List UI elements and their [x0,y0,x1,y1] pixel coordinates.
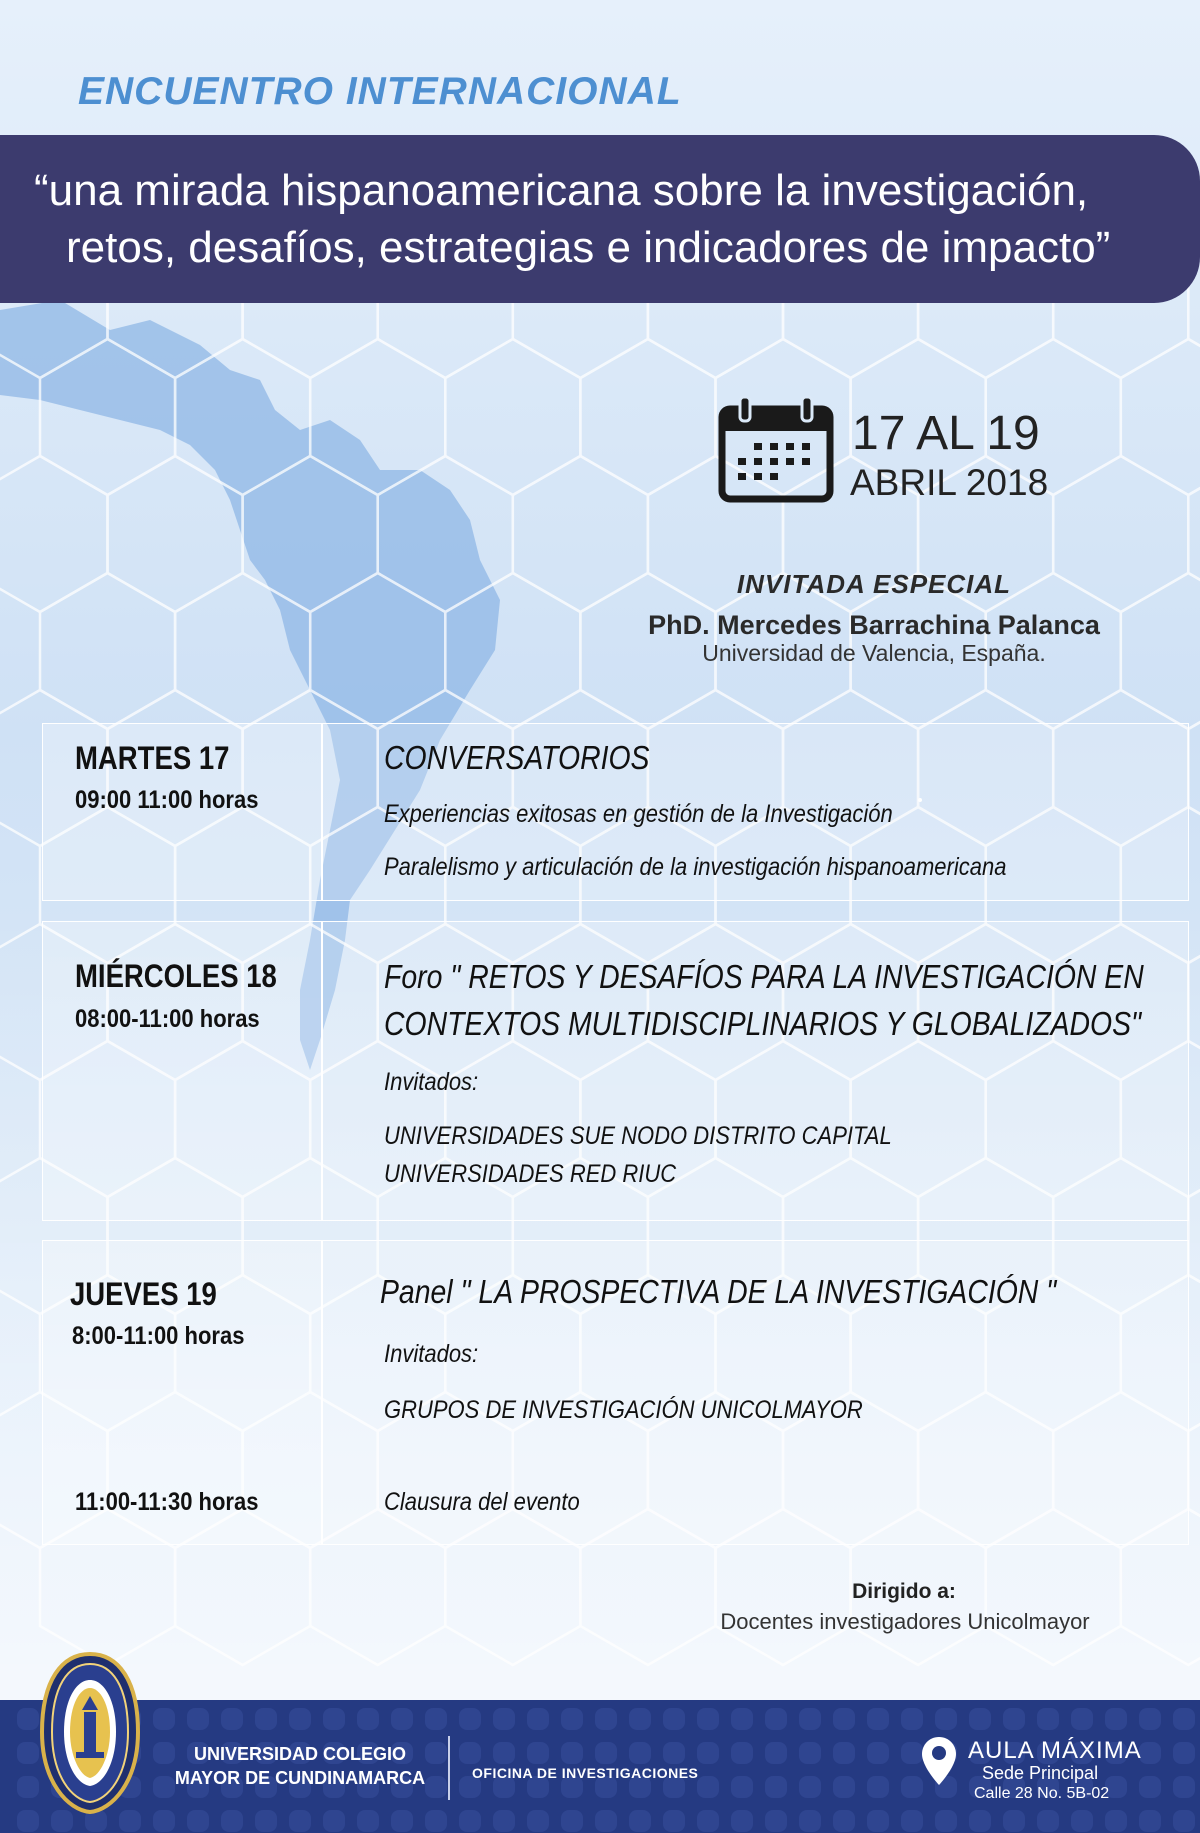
hexagon-decor [1121,339,1200,495]
footer-pattern-tile [527,1810,549,1832]
date-month-year: ABRIL 2018 [850,462,1049,503]
footer-pattern-tile [425,1810,447,1832]
footer-pattern-tile [1071,1708,1093,1730]
footer-pattern-tile [425,1708,447,1730]
schedule-day: MIÉRCOLES 18 [75,958,277,994]
footer-pattern-tile [629,1742,651,1764]
footer-pattern-tile [595,1810,617,1832]
schedule-guests-label: Invitados: [384,1068,479,1096]
schedule-item: UNIVERSIDADES SUE NODO DISTRITO CAPITAL [384,1122,892,1150]
schedule-day: JUEVES 19 [70,1276,217,1312]
footer-pattern-tile [833,1742,855,1764]
footer-pattern-tile [697,1776,719,1798]
schedule-heading-line-2: CONTEXTOS MULTIDISCIPLINARIOS Y GLOBALIZADOS" [384,1005,1142,1042]
schedule-item: GRUPOS DE INVESTIGACIÓN UNICOLMAYOR [384,1396,863,1424]
footer-pattern-tile [561,1708,583,1730]
schedule-time: 09:00 11:00 horas [75,786,259,814]
footer-pattern-tile [1037,1708,1059,1730]
hexagon-decor [445,339,580,495]
footer-pattern-tile [187,1810,209,1832]
hexagon-decor [0,456,108,612]
footer-pattern-tile [595,1742,617,1764]
footer-pattern-tile [493,1742,515,1764]
schedule-heading-line-1: Foro " RETOS Y DESAFÍOS PARA LA INVESTIGACIÓN EN [384,958,1144,995]
footer-pattern-tile [561,1742,583,1764]
schedule-time: 8:00-11:00 horas [72,1322,245,1350]
footer-pattern-tile [17,1708,39,1730]
footer-university-line-1: UNIVERSIDAD COLEGIO [193,1744,407,1764]
footer-pattern-tile [493,1810,515,1832]
footer-pattern-tile [731,1708,753,1730]
footer-pattern-tile [459,1810,481,1832]
footer-venue: AULA MÁXIMA [968,1737,1142,1764]
footer-divider [448,1736,450,1800]
footer-pattern-tile [969,1810,991,1832]
footer-venue-sub: Sede Principal [982,1763,1099,1783]
schedule-item: Paralelismo y articulación de la investigación hispanoamericana [384,853,1007,881]
footer-pattern-tile [799,1742,821,1764]
footer-pattern-tile [187,1708,209,1730]
footer-pattern-tile [731,1810,753,1832]
footer-pattern-tile [867,1708,889,1730]
footer-pattern-tile [1173,1708,1195,1730]
footer-pattern-tile [459,1742,481,1764]
footer-university-line-2: MAYOR DE CUNDINAMARCA [174,1768,426,1788]
footer-pattern-tile [17,1776,39,1798]
title-banner [0,135,1200,303]
footer-pattern-tile [17,1810,39,1832]
footer-pattern-tile [391,1810,413,1832]
footer-pattern-tile [765,1708,787,1730]
event-title-line-1: “una mirada hispanoamericana sobre la investigación, [34,166,1089,215]
footer-pattern-tile [867,1742,889,1764]
footer-pattern-tile [867,1776,889,1798]
schedule-item: UNIVERSIDADES RED RIUC [384,1160,677,1188]
footer-pattern-tile [833,1708,855,1730]
schedule-item: Experiencias exitosas en gestión de la Investigación [384,800,893,828]
footer-pattern-tile [289,1810,311,1832]
footer-pattern-tile [1139,1742,1161,1764]
footer-pattern-tile [1173,1810,1195,1832]
special-guest-institution: Universidad de Valencia, España. [702,640,1046,666]
footer-pattern-tile [1105,1810,1127,1832]
footer-pattern-tile [765,1776,787,1798]
audience-label: Dirigido a: [852,1580,956,1603]
university-seal-icon [40,1652,140,1814]
footer-pattern-tile [289,1708,311,1730]
footer-pattern-tile [493,1708,515,1730]
schedule-heading: CONVERSATORIOS [384,739,650,776]
event-kicker: ENCUENTRO INTERNACIONAL [78,70,682,113]
special-guest-label: INVITADA ESPECIAL [736,569,1012,599]
event-title-line-2: retos, desafíos, estrategias e indicadores de impacto” [66,223,1111,272]
footer-pattern-tile [901,1708,923,1730]
footer-venue-address: Calle 28 No. 5B-02 [974,1785,1110,1802]
footer-pattern-tile [629,1708,651,1730]
footer-pattern-tile [663,1742,685,1764]
footer-pattern-tile [799,1776,821,1798]
footer-pattern-tile [799,1810,821,1832]
footer-pattern-tile [391,1708,413,1730]
date-range: 17 AL 19 [852,407,1040,460]
footer-pattern-tile [595,1708,617,1730]
footer-pattern-tile [17,1742,39,1764]
footer-pattern-tile [153,1708,175,1730]
footer-pattern-tile [459,1708,481,1730]
footer-pattern-tile [663,1708,685,1730]
schedule-heading: Panel " LA PROSPECTIVA DE LA INVESTIGACIÓN " [380,1273,1057,1310]
hexagon-decor [1188,456,1200,612]
hexagon-decor [513,456,648,612]
footer-pattern-tile [731,1776,753,1798]
footer-pattern-tile [1003,1708,1025,1730]
footer-pattern-tile [527,1742,549,1764]
hexagon-decor [580,339,715,495]
special-guest-name: PhD. Mercedes Barrachina Palanca [648,610,1100,640]
footer-university-name [150,1742,450,1790]
footer-pattern-tile [765,1742,787,1764]
footer-pattern-tile [1139,1810,1161,1832]
footer-pattern-tile [901,1810,923,1832]
footer-pattern-tile [1173,1776,1195,1798]
footer-pattern-tile [1173,1742,1195,1764]
footer-office: OFICINA DE INVESTIGACIONES [472,1765,699,1781]
footer-pattern-tile [663,1810,685,1832]
footer-pattern-tile [1105,1708,1127,1730]
location-pin-icon [920,1735,958,1787]
footer-pattern-tile [935,1708,957,1730]
footer-pattern-tile [221,1708,243,1730]
footer-pattern-tile [153,1810,175,1832]
footer-pattern-tile [1071,1810,1093,1832]
hexagon-decor [1188,690,1200,846]
footer-pattern-tile [867,1810,889,1832]
footer-pattern-tile [935,1810,957,1832]
footer-pattern-tile [1139,1708,1161,1730]
footer-pattern-tile [357,1810,379,1832]
schedule-guests-label: Invitados: [384,1340,479,1368]
footer-pattern-tile [833,1810,855,1832]
calendar-icon [718,395,834,505]
footer-pattern-tile [255,1708,277,1730]
closing-time: 11:00-11:30 horas [75,1488,259,1516]
hexagon-decor [40,573,175,729]
closing-item: Clausura del evento [384,1488,580,1516]
footer-pattern-tile [527,1708,549,1730]
footer-pattern-tile [323,1810,345,1832]
footer-pattern-tile [697,1742,719,1764]
footer-pattern-tile [731,1742,753,1764]
schedule-time: 08:00-11:00 horas [75,1005,260,1033]
footer-pattern-tile [1139,1776,1161,1798]
footer-pattern-tile [697,1708,719,1730]
footer-pattern-tile [799,1708,821,1730]
footer-pattern-tile [969,1708,991,1730]
schedule-day: MARTES 17 [75,740,230,776]
footer-pattern-tile [561,1810,583,1832]
footer-pattern-tile [1003,1810,1025,1832]
footer-pattern-tile [697,1810,719,1832]
footer-pattern-tile [765,1810,787,1832]
footer-pattern-tile [357,1708,379,1730]
footer-pattern-tile [833,1776,855,1798]
footer-pattern-tile [221,1810,243,1832]
audience-value: Docentes investigadores Unicolmayor [720,1609,1090,1634]
footer-pattern-tile [629,1810,651,1832]
footer-pattern-tile [255,1810,277,1832]
footer-pattern-tile [1037,1810,1059,1832]
footer-pattern-tile [323,1708,345,1730]
